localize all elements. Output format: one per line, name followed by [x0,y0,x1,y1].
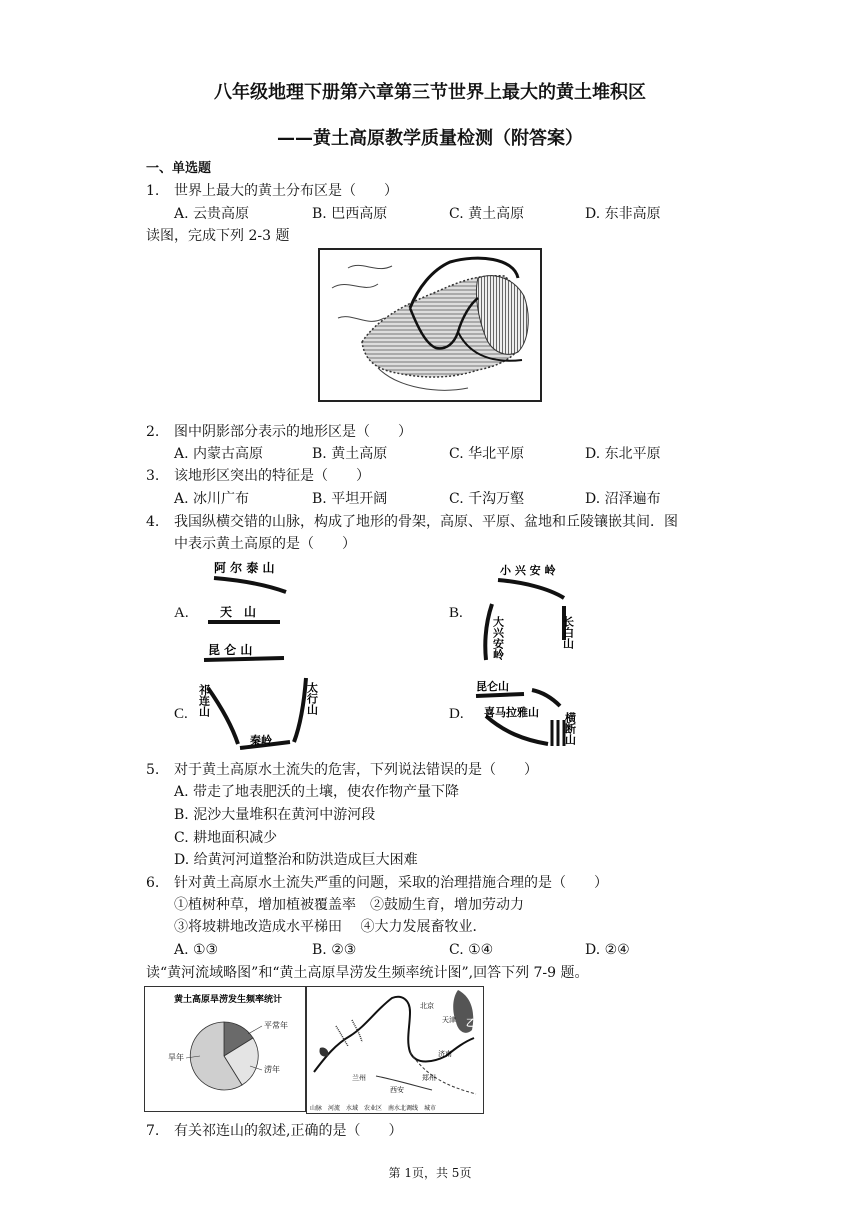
q4-figure-a[interactable] [198,556,298,662]
map-legend: 山脉 河流 水域 农业区 南水北调线 城市 [310,1105,437,1112]
map-label-tianjin: 天津 [442,1016,456,1024]
q6-option-a[interactable]: A. ①③ [174,942,219,958]
mountain-label-taihangshan: 太行山 [305,682,319,715]
mountain-label-changbaishan: 长白山 [561,616,575,649]
q2-option-d[interactable]: D. 东北平原 [585,446,661,462]
q6-option-b[interactable]: B. ②③ [312,942,357,958]
q1-option-b[interactable]: B. 巴西高原 [312,206,388,222]
q3-text: 该地形区突出的特征是（ ） [174,468,370,484]
q1-option-a[interactable]: A. 云贵高原 [174,206,250,222]
q3-option-c[interactable]: C. 千沟万壑 [449,491,525,507]
map-label-jinan: 济南 [438,1050,452,1058]
read-instruction-2: 读“黄河流域略图”和“黄土高原旱涝发生频率统计图”,回答下列 7-9 题。 [146,965,589,981]
q6-items-line1: ①植树种草，增加植被覆盖率 ②鼓励生育，增加劳动力 [174,897,524,913]
q5-number: 5. [146,762,160,778]
q4-figure-d[interactable] [474,676,592,756]
read-instruction-1: 读图，完成下列 2-3 题 [146,228,290,244]
q5-option-a[interactable]: A. 带走了地表肥沃的土壤，使农作物产量下降 [174,784,460,800]
q5-text: 对于黄土高原水土流失的危害，下列说法错误的是（ ） [174,762,538,778]
mountain-label-qinling: 秦岭 [250,734,272,747]
q2-option-c[interactable]: C. 华北平原 [449,446,525,462]
q4-text-line1: 我国纵横交错的山脉，构成了地形的骨架，高原、平原、盆地和丘陵镶嵌其间．图 [174,514,678,530]
q1-number: 1. [146,183,160,199]
section-heading: 一、单选题 [146,161,212,176]
yellow-river-basin-map [306,986,484,1114]
mountain-label-himalaya: 喜马拉雅山 [484,706,539,719]
q1-option-c[interactable]: C. 黄土高原 [449,206,525,222]
q4-figure-c[interactable] [198,668,324,758]
q3-option-d[interactable]: D. 沼泽遍布 [585,491,661,507]
q6-number: 6. [146,875,160,891]
q2-text: 图中阴影部分表示的地形区是（ ） [174,424,412,440]
mountain-label-hengduan: 横断山 [563,712,577,745]
mountain-label-xiaoxinganling: 小 兴 安 岭 [500,564,556,577]
pie-title: 黄土高原旱涝发生频率统计 [174,995,283,1005]
q4-figure-b[interactable] [472,560,592,666]
mountain-label-altai: 阿 尔 泰 山 [214,561,275,575]
mountain-label-daxinganling: 大兴安岭 [491,616,505,660]
q3-option-b[interactable]: B. 平坦开阔 [312,491,388,507]
q3-number: 3. [146,468,160,484]
q5-option-b[interactable]: B. 泥沙大量堆积在黄河中游河段 [174,807,376,823]
mountain-label-kunlun: 昆 仑 山 [208,643,253,657]
q6-option-d[interactable]: D. ②④ [585,942,630,958]
page-footer: 第 1页，共 5页 [388,1166,472,1180]
pie-label-flood: 涝年 [264,1065,280,1074]
pie-label-drought: 旱年 [168,1053,184,1062]
map-label-xian: 西安 [390,1086,404,1094]
q3-option-a[interactable]: A. 冰川广布 [174,491,250,507]
q6-items-line2: ③将坡耕地改造成水平梯田 ④大力发展畜牧业． [174,919,487,935]
mountain-label-kunlun-d: 昆仑山 [476,680,509,693]
mountain-label-qilianshan: 祁连山 [198,684,211,717]
q1-option-d[interactable]: D. 东非高原 [585,206,661,222]
q6-text: 针对黄土高原水土流失严重的问题，采取的治理措施合理的是（ ） [174,875,608,891]
page-title-line2: ——黄土高原教学质量检测（附答案） [277,128,583,149]
map-label-lanzhou: 兰州 [352,1074,366,1082]
page-title-line1: 八年级地理下册第六章第三节世界上最大的黄土堆积区 [214,82,646,103]
q5-option-d[interactable]: D. 给黄河河道整治和防洪造成巨大困难 [174,852,418,868]
loess-plateau-map [318,248,542,402]
mountain-label-tianshan: 天 山 [220,605,257,619]
q4-number: 4. [146,514,160,530]
map-label-beijing: 北京 [420,1002,434,1010]
q1-text: 世界上最大的黄土分布区是（ ） [174,183,398,199]
q2-number: 2. [146,424,160,440]
q7-text: 有关祁连山的叙述,正确的是（ ） [174,1123,403,1139]
q4-option-d-label[interactable]: D. [449,706,464,722]
q4-text-line2: 中表示黄土高原的是（ ） [174,536,356,552]
q2-option-b[interactable]: B. 黄土高原 [312,446,388,462]
q4-option-a-label[interactable]: A. [174,605,189,621]
q5-option-c[interactable]: C. 耕地面积减少 [174,830,278,846]
pie-label-normal: 平常年 [264,1021,288,1030]
map-label-yi: 乙 [466,1019,476,1029]
q2-option-a[interactable]: A. 内蒙古高原 [174,446,264,462]
q7-number: 7. [146,1123,160,1139]
q6-option-c[interactable]: C. ①④ [449,942,494,958]
drought-flood-pie-chart [144,986,306,1112]
map-label-zhengzhou: 郑州 [422,1074,436,1082]
q4-option-c-label[interactable]: C. [174,706,188,722]
q4-option-b-label[interactable]: B. [449,605,463,621]
